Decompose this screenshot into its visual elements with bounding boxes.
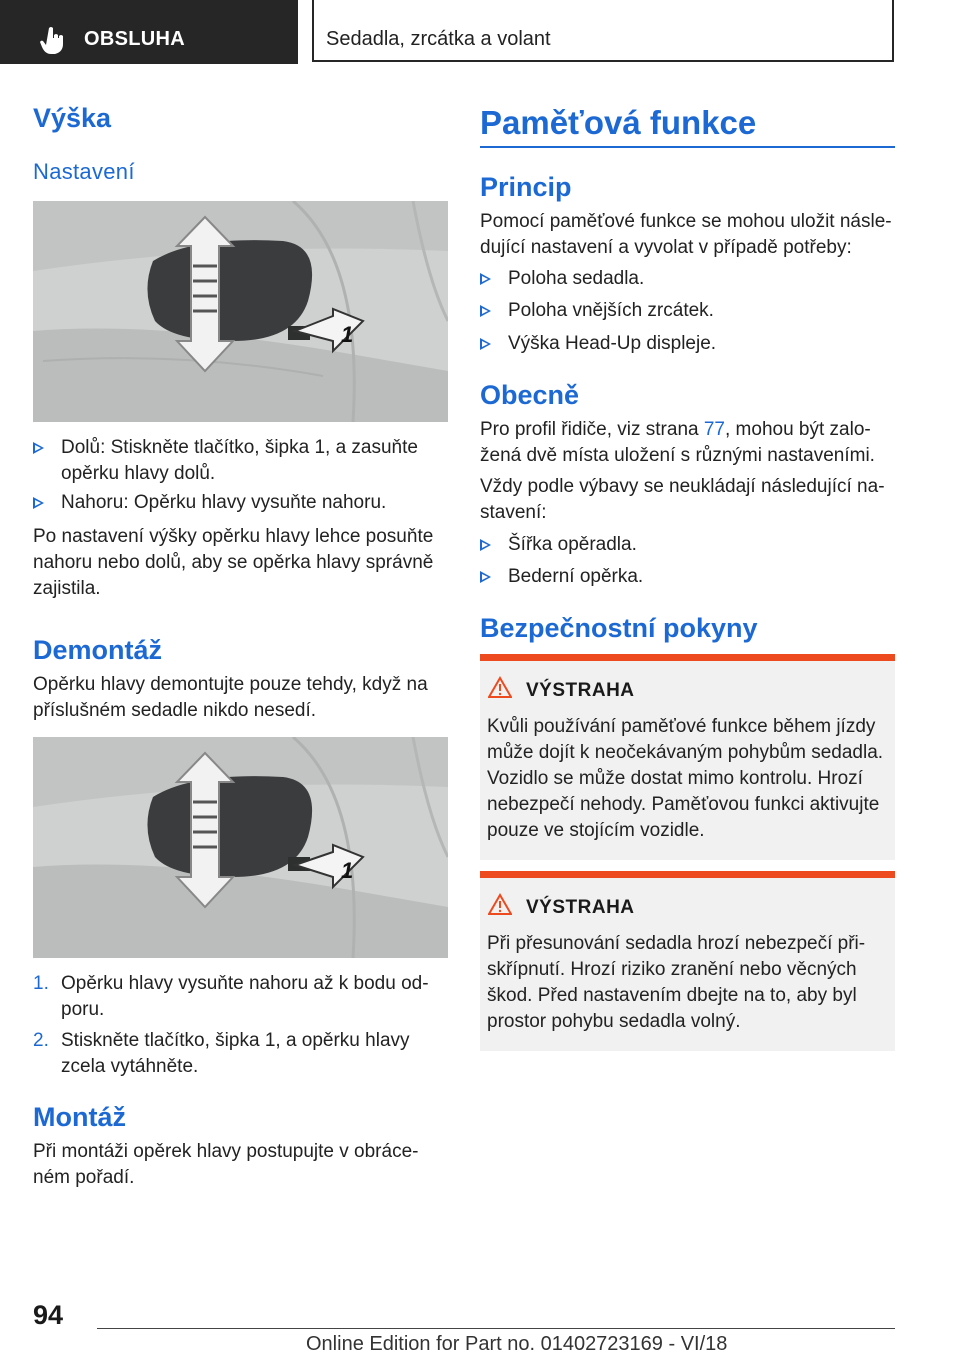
paragraph: Vždy podle výbavy se neukládají následující na-stavení: (480, 476, 885, 523)
warning-title: VÝSTRAHA (526, 897, 635, 918)
title-divider (480, 146, 895, 148)
warning-box (480, 654, 895, 860)
list-item: Výška Head-Up displeje. (480, 331, 716, 357)
paragraph: Pro profil řidiče, viz strana 77, mohou být zalo-žená dvě místa uložení s různými nastaveními. (480, 419, 875, 466)
warning-triangle-icon (488, 676, 512, 698)
section-heading-height: Výška (33, 103, 112, 133)
list-item: Poloha vnějších zrcátek. (480, 298, 714, 324)
section-heading-principle: Princip (480, 172, 572, 202)
list-item: Bederní opěrka. (480, 564, 643, 590)
paragraph: Pomocí paměťové funkce se mohou uložit násle-dující nastavení a vyvolat v případě potřeby: (480, 211, 892, 258)
warning-bar (480, 654, 895, 661)
triangle-bullet-icon (480, 338, 491, 350)
warning-bar (480, 871, 895, 878)
paragraph: Po nastavení výšky opěrku hlavy lehce posuňte nahoru nebo dolů, aby se opěrka hlavy správně zajistila. (33, 526, 434, 599)
triangle-bullet-icon (33, 442, 44, 454)
triangle-bullet-icon (480, 539, 491, 551)
paragraph: Při montáži opěrek hlavy postupujte v obráce-ném pořadí. (33, 1141, 419, 1188)
hand-pointer-icon (40, 26, 66, 54)
paragraph: Opěrku hlavy demontujte pouze tehdy, když na příslušném sedadle nikdo nesedí. (33, 674, 428, 721)
step-number: 2. (33, 1030, 49, 1051)
list-item: Šířka opěradla. (480, 532, 637, 558)
page-title: Paměťová funkce (480, 104, 757, 141)
chapter-title: Sedadla, zrcátka a volant (326, 28, 551, 50)
chapter-header (312, 0, 894, 62)
warning-text: Kvůli používání paměťové funkce během jízdy může dojít k neočekávaným pohybům sedadla. Vozidlo se může dostat mimo kontrolu. Hrozí nebezpečí nehody. Paměťovou funkci aktivujte pouze ve stojícím vozidle. (487, 716, 884, 841)
headrest-removal-image (33, 737, 448, 958)
list-item: Poloha sedadla. (480, 266, 644, 292)
edition-text: Online Edition for Part no. 01402723169 - VI/18 (306, 1333, 728, 1355)
list-item: 1. Opěrku hlavy vysuňte nahoru až k bodu od-poru. (33, 973, 429, 1020)
page-number: 94 (33, 1300, 64, 1330)
section-tab[interactable] (0, 0, 298, 64)
section-heading-general: Obecně (480, 380, 580, 410)
warning-title: VÝSTRAHA (526, 680, 635, 701)
list-item: Nahoru: Opěrku hlavy vysuňte nahoru. (33, 490, 451, 516)
section-label: OBSLUHA (84, 28, 185, 50)
section-heading-install: Montáž (33, 1102, 126, 1132)
triangle-bullet-icon (480, 305, 491, 317)
section-heading-removal: Demontáž (33, 635, 163, 665)
triangle-bullet-icon (33, 497, 44, 509)
triangle-bullet-icon (480, 571, 491, 583)
warning-text: Při přesunování sedadla hrozí nebezpečí při-skřípnutí. Hrozí riziko zranění nebo věcných škod. Před nastavením dbejte na to, aby byl prostor pohybu sedadla volný. (487, 933, 866, 1032)
step-number: 1. (33, 973, 49, 994)
callout-1: 1 (341, 858, 354, 883)
section-heading-safety: Bezpečnostní pokyny (480, 613, 758, 643)
warning-box (480, 871, 895, 1051)
list-item: 2. Stiskněte tlačítko, šipka 1, a opěrku hlavy zcela vytáhněte. (33, 1030, 410, 1077)
warning-triangle-icon (488, 893, 512, 915)
headrest-adjust-image (33, 201, 448, 422)
footer-divider (97, 1328, 895, 1329)
list-item: Dolů: Stiskněte tlačítko, šipka 1, a zasuňte opěrku hlavy dolů. (33, 435, 451, 487)
triangle-bullet-icon (480, 273, 491, 285)
page-link[interactable]: 77 (703, 419, 725, 440)
callout-1: 1 (341, 322, 354, 347)
subheading-adjust: Nastavení (33, 159, 135, 184)
